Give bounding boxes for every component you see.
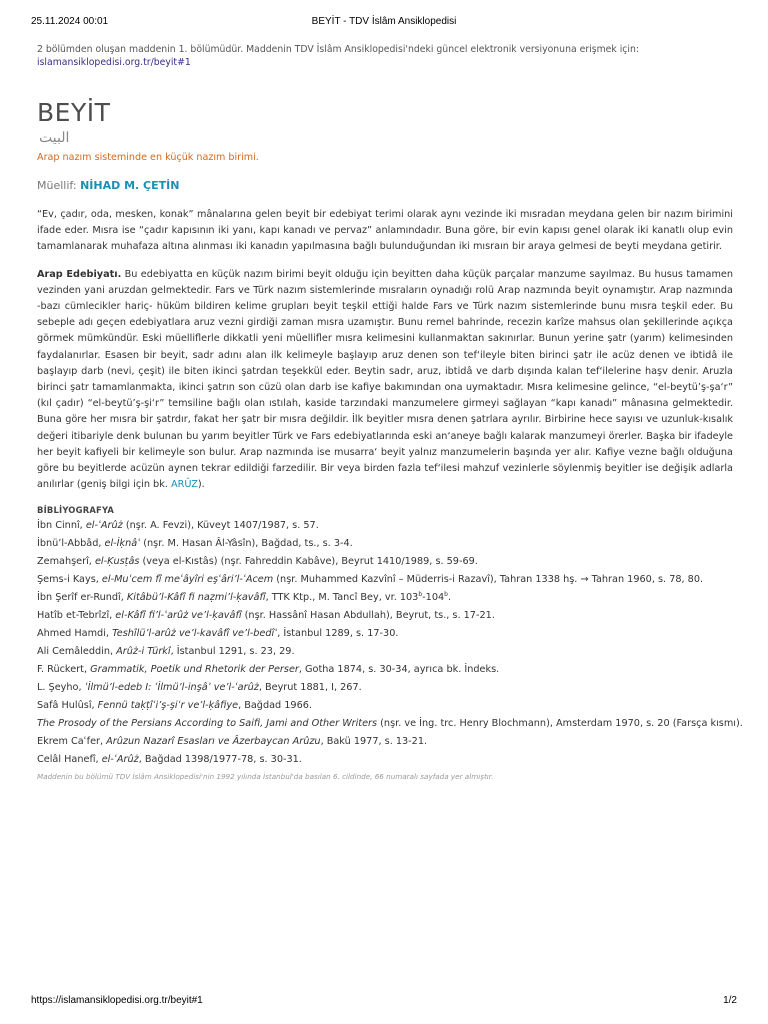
- bibliography-entry: [37, 517, 733, 535]
- bibliography-entry: [37, 661, 733, 679]
- print-date: 25.11.2024 00:01: [31, 16, 109, 27]
- bibliography-entry: [37, 715, 743, 733]
- aruz-link[interactable]: ARÛZ: [170, 479, 198, 491]
- article-content: [37, 43, 743, 782]
- entry-title: el-Kâfî fi’l-ʿarûż ve’l-ḳavâfî: [115, 610, 242, 622]
- article-summary: Arap nazım sisteminde en küçük nazım birimi.: [37, 152, 259, 163]
- entry-author: Ahmed Hamdi,: [37, 628, 113, 640]
- entry-author: İbn Şerîf er-Rundî,: [37, 592, 127, 604]
- entry-author: Safâ Hulûsî,: [37, 700, 98, 712]
- entry-details: , Bakü 1977, s. 13-21.: [320, 736, 428, 748]
- entry-title: Fennü taḳṭîʿi’ş-şiʿr ve’l-ḳâfiye: [97, 700, 239, 712]
- entry-details: , Bağdad 1398/1977-78, s. 30-31.: [138, 754, 302, 766]
- entry-title: ʿİlmü’l-edeb I: ʿİlmü’l-inşâʾ ve’l-ʿarûż: [84, 682, 259, 694]
- bibliography-entry: [37, 697, 733, 715]
- entry-sup: b: [444, 591, 448, 599]
- bibliography-entry: [37, 751, 733, 769]
- notice-text: 2 bölümden oluşan maddenin 1. bölümüdür. Maddenin TDV İslâm Ansiklopedisi'ndeki güncel elektronik versiyonuna erişmek için:: [37, 44, 640, 55]
- bibliography-entry: [37, 679, 733, 697]
- entry-details: .: [447, 592, 452, 604]
- entry-details: (nşr. Muhammed Kazvînî – Müderris-i Razavî), Tahran 1338 hş. → Tahran 1960, s. 78, 80.: [273, 574, 704, 586]
- print-footer: [31, 995, 737, 1009]
- bibliography-entry: [37, 607, 733, 625]
- entry-sup: b: [418, 591, 423, 599]
- entry-author: F. Rückert,: [37, 664, 91, 676]
- bibliography-entry: [37, 571, 733, 589]
- entry-title: Grammatik, Poetik und Rhetorik der Perser: [90, 664, 299, 676]
- entry-title: Kitâbü’l-Kâfî fi naẓmi’l-ḳavâfî: [126, 592, 266, 604]
- entry-details: , Beyrut 1881, I, 267.: [258, 682, 362, 694]
- entry-details: , Bağdad 1966.: [238, 700, 313, 712]
- entry-details: -104: [422, 592, 445, 604]
- bibliography-entry: [37, 589, 733, 607]
- entry-title: Arûzun Nazarî Esasları ve Âzerbaycan Arûzu: [106, 736, 321, 748]
- paragraph-intro: “Ev, çadır, oda, mesken, konak” mânalarına gelen beyit bir edebiyat terimi olarak aynı vezinde iki mısradan meydana gelen bir nazım birimini ifade eder. Mısra ise “çadır kapısının iki yanı, kapı kanadı ve pervaz” anlamındadır. Buna göre, bir evin kapısı genel olarak iki kanatlı olup evin tamamlanarak muhafaza altına alınması iki kanadın yapılmasına bağlı bulunduğundan iki mısraın bir araya gelmesi de beyti meydana getirir.: [37, 209, 733, 253]
- entry-details: , TTK Ktp., M. Tancî Bey, vr. 103: [265, 592, 419, 604]
- entry-author: L. Şeyho,: [37, 682, 85, 694]
- source-note: Maddenin bu bölümü TDV İslâm Ansiklopedisi'nin 1992 yılında İstanbul'da basılan 6. cildinde, 66 numaralı sayfada yer almıştır.: [37, 772, 494, 782]
- author-name-link[interactable]: NİHAD M. ÇETİN: [80, 179, 180, 192]
- section-lead: Arap Edebiyatı.: [37, 268, 122, 280]
- page-title: BEYİT: [37, 98, 111, 127]
- paragraph-text: Bu edebiyatta en küçük nazım birimi beyit olduğu için beyitten daha küçük parçalar manzume sayılmaz. Bu husus tamamen vezinden yani aruzdan gelmektedir. Fars ve Türk nazım sistemlerinde mısraların oynadığı rolü Arap nazmında beyit oynamıştır. Arap nazmında -bazı cümlecikler hariç- hüküm bildiren kelime grupları beyit teşkil ettiği halde Fars ve Türk nazım sistemlerinde bunu mısra teşkil eder. Bu sebeple adı geçen edebiyatlara aruz vezni girdiği zaman mısra uzamıştır. Bunu remel bahrinde, recezin karîze mahsus olan şekillerinde açıkça görmek mümkündür. Eski müelliflerle dikkatli yeni müellifler mısra kelimesini kullanmaktan sakınırlar. Bunun yerine şatr (yarım) kelimesinden faydalanırlar. Esasen bir beyit, sadr adını alan ilk kelimeyle başlayıp aruz denen son tef‘ileyle biten birinci şatr ile acüz denen ve ibtidâ ile başlayıp darb (nevi, çeşit) ile biten ikinci şatrdan teşekkül eder. Beytin sadr, aruz, ibtidâ ve darb dışında kalan tef‘ilelerine haşv denir. Aruzla birinci şatr tamamlanmakta, ikinci şatrın son cüzü olan darb ise kafiye bakımından ona uymaktadır. Mısra kelimesine gelince, “el-beytü’ş-şa‘r” (kıl çadır) “el-beytü’ş-şi‘r” temsiline bağlı olan ıstılah, kaside tarzındaki manzumelere girmeyi sağlayan “kapı kanadı” mânasına gelmektedir. Buna göre her mısra bir şatrdır, fakat her şatr bir mısra değildir. İlk beyitler mısra denen şatrlara ayrılır. Birbirine hece sayısı ve uzunluk-kısalık değeri itibariyle denk bulunan bu yarım beyitler Türk ve Fars edebiyatlarında eski an‘aneye bağlı kalarak manzumeyi örerler. Başka bir ifadeyle her beyit kafiyeli bir kelimeyle son bulur. Arap nazmında ise musarra‘ beyit yalnız manzumelerin başında yer alır. Kafiye vezne bağlı olduğuna göre bu beyitlerde acüzün aynen tekrar edildiği farzedilir. Bir veya birden fazla tef‘ilesi mahzuf vezinlerle söylenmiş beyitler ise değişik adlarla anılırlar (geniş bilgi için bk.: [37, 268, 733, 491]
- entry-title: Arûż-i Türkî: [116, 646, 171, 658]
- entry-author: Ali Cemâleddin,: [37, 646, 117, 658]
- bibliography-entry: [37, 733, 733, 751]
- entry-title: el-ʿArûż: [101, 754, 139, 766]
- entry-details: (nşr. ve İng. trc. Henry Blochmann), Amsterdam 1970, s. 20 (Farsça kısmı).: [377, 718, 743, 730]
- bibliography-entry: [37, 643, 733, 661]
- entry-author: Hatîb et-Tebrîzî,: [37, 610, 116, 622]
- bibliography-entry: [37, 625, 733, 643]
- entry-author: Ekrem Caʿfer,: [37, 736, 107, 748]
- entry-author: İbn Cinnî,: [37, 520, 86, 532]
- author-line: [37, 179, 733, 192]
- author-label: Müellif:: [37, 179, 77, 192]
- print-url: https://islamansiklopedisi.org.tr/beyit#1: [31, 995, 203, 1006]
- bibliography-heading: BİBLİYOGRAFYA: [37, 505, 115, 516]
- notice: [37, 43, 733, 69]
- entry-details: (nşr. M. Hasan Âl-Yâsîn), Bağdad, ts., s. 3-4.: [140, 538, 353, 550]
- entry-title: el-Ḳusṭâs: [94, 556, 140, 568]
- entry-title: Teshîlü’l-arûż ve’l-kavâfî ve’l-bedîʿ: [112, 628, 278, 640]
- notice-link[interactable]: islamansiklopedisi.org.tr/beyit#1: [37, 57, 191, 68]
- entry-author: Şems-i Kays,: [37, 574, 102, 586]
- entry-details: , İstanbul 1289, s. 17-30.: [277, 628, 399, 640]
- entry-details: (nşr. A. Fevzi), Küveyt 1407/1987, s. 57.: [122, 520, 319, 532]
- entry-details: , İstanbul 1291, s. 23, 29.: [170, 646, 295, 658]
- entry-author: Zemahşerî,: [37, 556, 95, 568]
- entry-title: el-İḳnâʿ: [104, 538, 141, 550]
- page-number: 1/2: [723, 995, 737, 1006]
- entry-details: , Gotha 1874, s. 30-34, ayrıca bk. İndeks.: [298, 664, 500, 676]
- bibliography-entry: [37, 535, 733, 553]
- arabic-title: البيت: [39, 130, 70, 146]
- entry-details: (nşr. Hassânî Hasan Abdullah), Beyrut, ts., s. 17-21.: [241, 610, 495, 622]
- entry-title: el-Muʿcem fî meʿâyîri eşʿâri’l-ʿAcem: [101, 574, 274, 586]
- paragraph-tail: ).: [197, 479, 205, 491]
- print-title: BEYİT - TDV İslâm Ansiklopedisi: [311, 16, 457, 27]
- entry-title: The Prosody of the Persians According to Saifi, Jami and Other Writers: [37, 718, 378, 730]
- bibliography-entry: [37, 553, 733, 571]
- bibliography-list: [37, 517, 743, 769]
- print-header: [31, 16, 737, 30]
- entry-author: Celâl Hanefî,: [37, 754, 102, 766]
- entry-title: el-ʿArûż: [85, 520, 123, 532]
- paragraph-arab-literature: [37, 267, 733, 494]
- entry-details: (veya el-Kıstâs) (nşr. Fahreddin Kabâve), Beyrut 1410/1989, s. 59-69.: [139, 556, 478, 568]
- entry-author: İbnü’l-Abbâd,: [37, 538, 105, 550]
